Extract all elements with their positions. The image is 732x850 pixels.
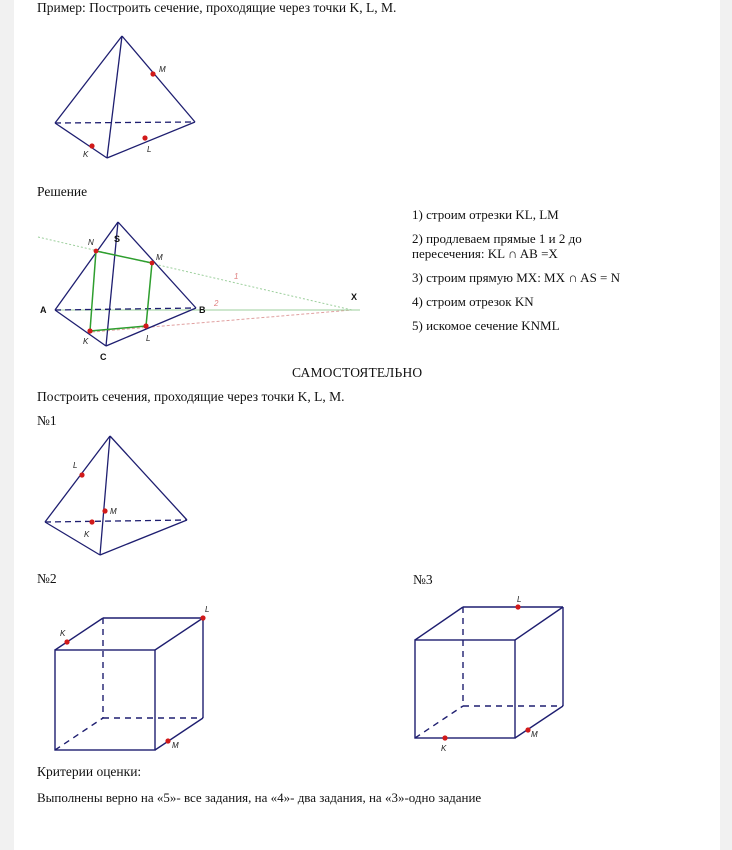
task-number-1: №1 [37, 413, 57, 428]
solution-label-s: S [114, 234, 121, 244]
task1-label-m: M [110, 507, 117, 516]
task-number-2: №2 [37, 571, 57, 586]
solution-label-b: B [199, 305, 206, 315]
task3-label-k: K [441, 744, 447, 753]
task2-label-k: K [60, 629, 66, 638]
task-number-3: №3 [413, 572, 433, 587]
step-5: 5) искомое сечение KNML [412, 318, 560, 333]
task1-label-l: L [73, 461, 78, 470]
solution-label-x: X [351, 292, 358, 302]
task1-label-k: K [84, 530, 90, 539]
example-title: Пример: Построить сечение, проходящие через точки K, L, M. [37, 0, 397, 15]
example-label-k: K [83, 150, 89, 159]
independent-heading: САМОСТОЯТЕЛЬНО [292, 365, 423, 380]
step-3: 3) строим прямую MX: MX ∩ AS = N [412, 270, 621, 285]
step-4: 4) строим отрезок KN [412, 294, 534, 309]
example-label-m: M [159, 65, 166, 74]
step-1: 1) строим отрезки KL, LM [412, 207, 559, 222]
task2-label-m: M [172, 741, 179, 750]
solution-label-c: C [100, 352, 107, 362]
solution-label-m: M [156, 253, 163, 262]
solution-label-n: N [88, 238, 94, 247]
criteria-title: Критерии оценки: [37, 764, 142, 779]
solution-title: Решение [37, 184, 88, 199]
criteria-text: Выполнены верно на «5»- все задания, на «4»- два задания, на «3»-одно задание [37, 790, 482, 805]
task3-label-l: L [517, 595, 522, 604]
task3-label-m: M [531, 730, 538, 739]
task2-label-l: L [205, 605, 210, 614]
solution-label-1: 1 [234, 272, 239, 281]
example-label-l: L [147, 145, 152, 154]
solution-label-l: L [146, 334, 151, 343]
solution-label-2: 2 [214, 299, 219, 308]
solution-label-a: A [40, 305, 47, 315]
step-2-cont: пересечения: KL ∩ AB =X [412, 246, 558, 261]
solution-label-k: K [83, 337, 89, 346]
step-2: 2) продлеваем прямые 1 и 2 до [412, 231, 582, 246]
independent-task: Построить сечения, проходящие через точки K, L, M. [37, 389, 345, 404]
